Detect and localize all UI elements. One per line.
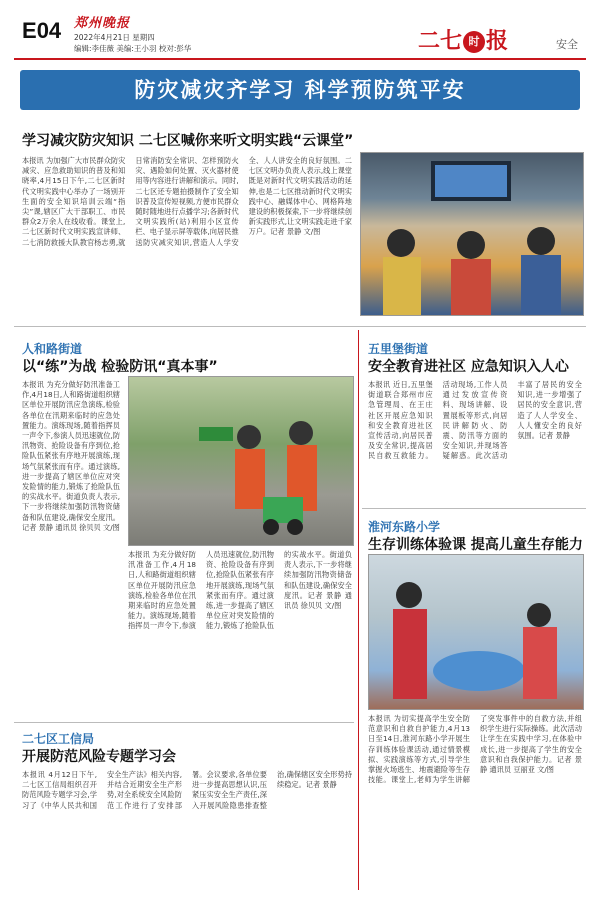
article4-kicker: 淮河东路小学 [368,520,441,534]
header-rule [14,58,586,60]
article2-kicker: 人和路街道 [22,342,83,356]
article3-kicker: 五里堡街道 [368,342,429,356]
article5-body: 本报讯 4月12日下午,二七区工信局组织召开防范风险专题学习会,学习了《中华人民共和国安全生产法》相关内容,并结合近期安全生产形势,对全系统安全风险防范工作进行了安排部署。会议要求,各单位要进一步提高思想认识,压紧压实安全生产责任,深入开展风险隐患排查整治,确保辖区安全形势持续稳定。记者 景静 [22,770,352,810]
article4-title: 生存训练体验课 提高儿童生存能力 [368,537,583,553]
page-number: E04 [22,18,62,43]
article2-title: 以“练”为战 检验防讯“真本事” [22,359,218,375]
article5-title: 开展防范风险专题学习会 [22,749,176,765]
divider [14,326,586,327]
column-divider [358,330,359,890]
section-brand: 二七 时 报 [418,29,509,54]
divider [362,508,586,509]
article3-body: 本报讯 近日,五里堡街道联合郑州市应急管理局、在王庄社区开展应急知识和安全教育进社区宣传活动,向居民普及安全常识,提高居民自救互救能力。活动现场,工作人员通过发放宣传资料、现场讲解、设置展板等形式,向居民讲解防火、防震、防汛等方面的安全知识,并现场答疑解惑。此次活动丰富了居民的安全知识,进一步增强了居民的安全意识,营造了人人学安全、人人懂安全的良好氛围。记者 景静 [368,380,582,461]
editor-credits: 编辑:李佳薇 美编:王小羽 校对:彭华 [74,44,192,53]
article2-body: 本报讯 为充分做好防汛准备工作,4月18日,人和路街道组织辖区单位开展防汛应急演练,检验各单位在汛期来临时的应急处置能力。演练现场,随着指挥员一声令下,参演人员迅速就位,防汛物资、抢险设备有序到位,抢险队伍紧张有序地开展演练,现场气氛紧张而有序。通过演练,进一步提高了辖区单位应对突发险情的能力,锻炼了抢险队伍的实战水平。街道负责人表示,下一步将继续加强防汛物资储备和队伍建设,确保安全度汛。记者 景静 通讯员 徐贝贝 文/图 [22,380,120,532]
page-header [0,0,600,62]
issue-date: 2022年4月21日 星期四 [74,33,155,42]
newspaper-logo: 郑州晚报 [74,16,131,31]
article4-body: 本报讯 为切实提高学生安全防范意识和自救自护能力,4月13日至14日,淮河东路小学开展生存训练体验课活动,通过情景模拟、实践演练等方式,引导学生掌握火场逃生、地震避险等生存技能。课堂上,老师为学生讲解了突发事件中的自救方法,并组织学生进行实际操练。此次活动让学生在实践中学习,在体验中成长,进一步提高了学生的安全意识和自我保护能力。记者 景静 通讯员 豆丽亚 文/图 [368,714,582,785]
section-label: 安全 [556,38,578,51]
divider [14,722,354,723]
article1-body: 本报讯 为加强广大市民群众防灾减灾、应急救助知识的普及和知晓率,4月15日下午,二七区新时代文明实践中心举办了一场别开生面的安全知识培训云端“指尖”课,辖区广大干部职工、市民群众2万余人在线收看。课堂上,二七区新时代文明实践宣讲师、二七消防救援大队教官杨志勇,就日常消防安全常识、怎样预防火灾、遇险如何处置、灭火器材使用等内容进行讲解和演示。同时,二七区还专题拍摄制作了安全知识普及宣传短视频,方便市民群众随时随地进行点播学习;各新时代文明实践所(站)利用小区宣传栏、电子显示屏等载体,向居民推送防灾减灾知识,营造人人学安全、人人讲安全的良好氛围。二七区文明办负责人表示,线上课堂既是对新时代文明实践活动的延伸,也是二七区推动新时代文明实践中心、融媒体中心、网格阵地建设的积极探索,下一步将继续创新实践形式,让文明实践走进千家万户。记者 景静 文/图 [22,156,352,247]
students-training-scene-icon [369,555,583,709]
article4-photo-students [368,554,584,710]
article5-kicker: 二七区工信局 [22,732,95,746]
page-banner: 防灾减灾齐学习 科学预防筑平安 [20,70,580,110]
classroom-scene-icon [361,153,583,315]
flood-drill-scene-icon [129,377,353,545]
article1-title: 学习减灾防灾知识 二七区喊你来听文明实践“云课堂” [22,133,354,149]
article1-photo-classroom [360,152,584,316]
article2-body-cont: 本报讯 为充分做好防汛准备工作,4月18日,人和路街道组织辖区单位开展防汛应急演练,检验各单位在汛期来临时的应急处置能力。演练现场,随着指挥员一声令下,参演人员迅速就位,防汛物资、抢险设备有序到位,抢险队伍紧张有序地开展演练,现场气氛紧张而有序。通过演练,进一步提高了辖区单位应对突发险情的能力,锻炼了抢险队伍的实战水平。街道负责人表示,下一步将继续加强防汛物资储备和队伍建设,确保安全度汛。记者 景静 通讯员 徐贝贝 文/图 [128,550,352,631]
article2-photo-drill [128,376,354,546]
article3-title: 安全教育进社区 应急知识入人心 [368,359,569,375]
